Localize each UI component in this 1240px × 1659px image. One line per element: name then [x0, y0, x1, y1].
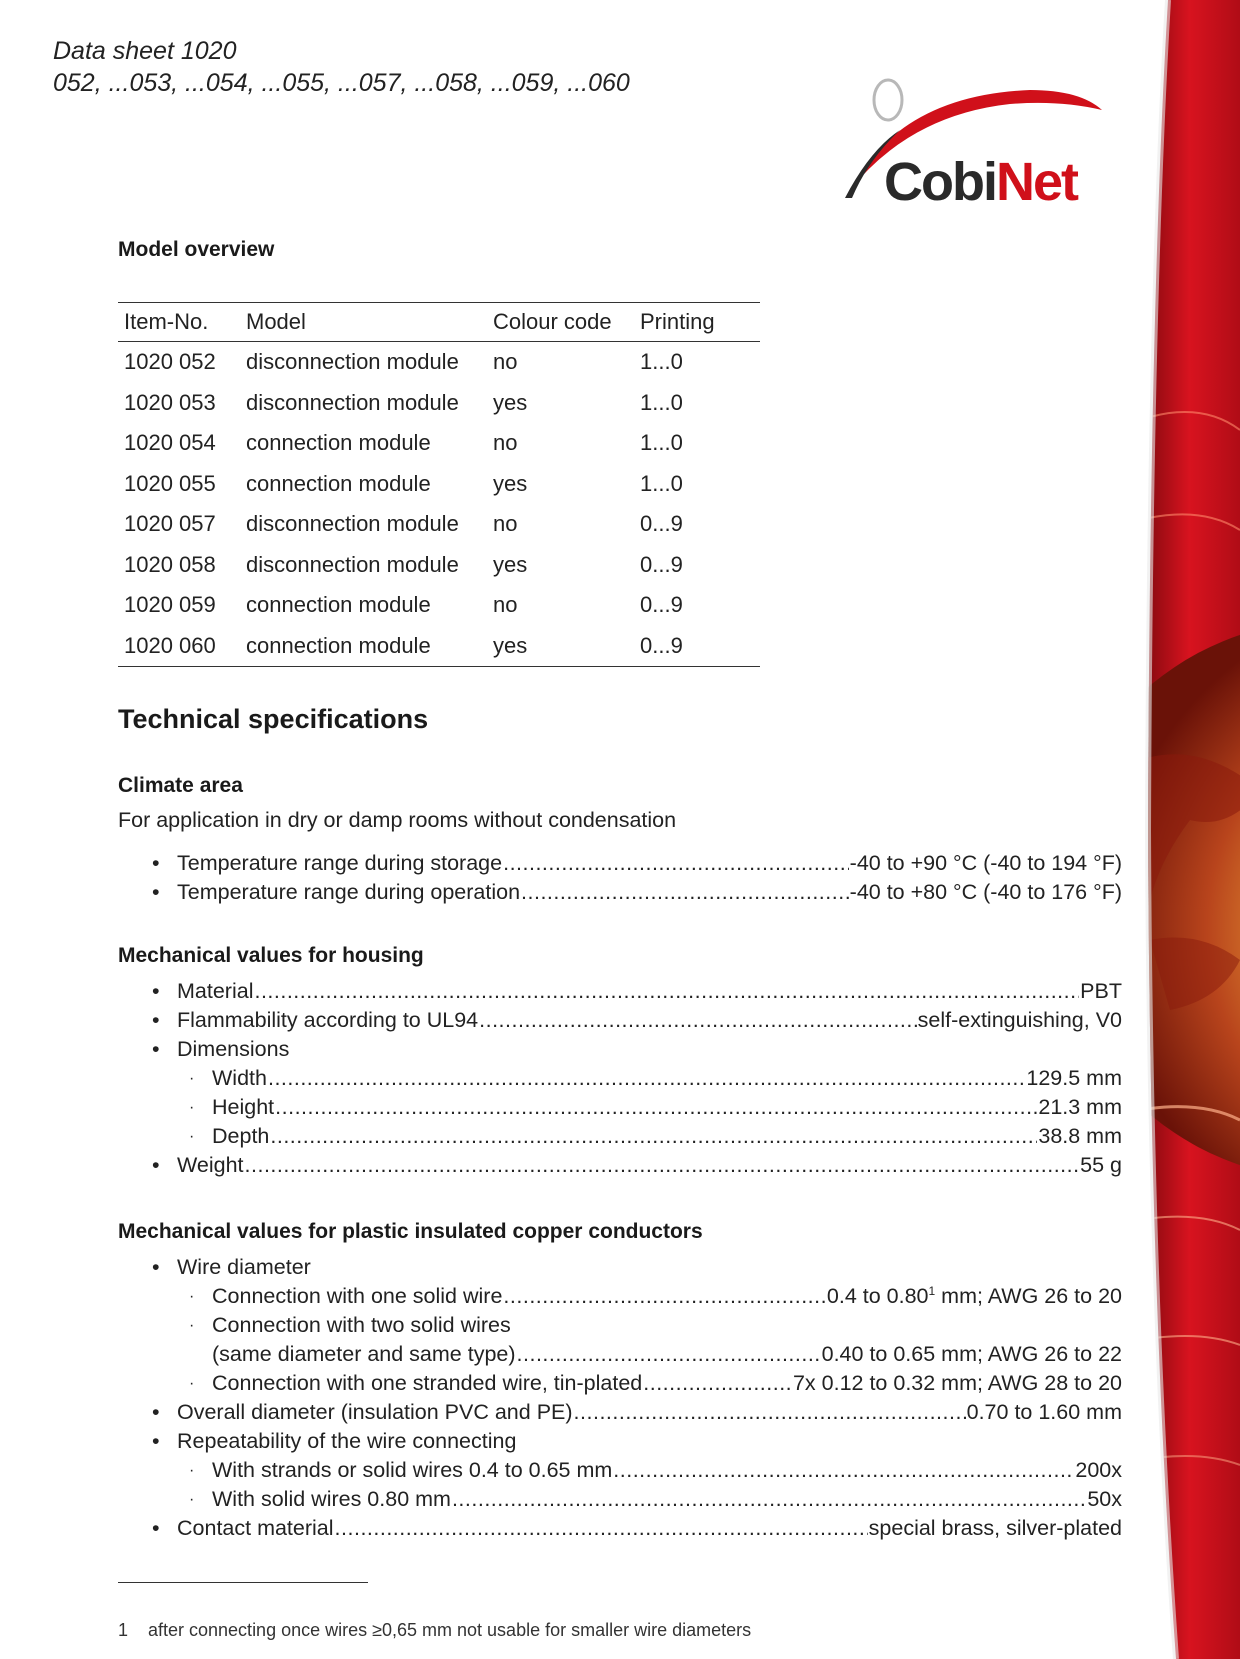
table-cell: disconnection module — [246, 349, 459, 375]
table-cell: connection module — [240, 626, 487, 667]
dot-leader — [245, 1151, 1080, 1180]
dot-leader — [479, 1006, 916, 1035]
table-cell: yes — [493, 551, 528, 577]
table-header-row — [118, 303, 760, 342]
footnote — [118, 1620, 751, 1641]
table-row — [118, 342, 760, 383]
model-overview-table — [118, 302, 760, 667]
spec-row-repeatability — [118, 1427, 1122, 1456]
logo-ring — [874, 80, 902, 120]
dot-leader — [613, 1456, 1074, 1485]
spec-value: -40 to +80 °C (-40 to 176 °F) — [849, 880, 1122, 904]
housing-spec-list — [118, 977, 1122, 1180]
bullet-icon: • — [152, 880, 160, 904]
spec-value: 0.70 to 1.60 mm — [966, 1400, 1122, 1424]
technical-specifications-heading: Technical specifications — [118, 704, 429, 734]
dot-leader — [503, 849, 849, 878]
bullet-icon: • — [152, 1429, 160, 1453]
table-row — [118, 585, 760, 626]
spec-row-contact-material — [118, 1514, 1122, 1543]
dot-leader — [521, 878, 849, 907]
dot-leader — [270, 1122, 1037, 1151]
model-number-list: 052, ...053, ...054, ...055, ...057, ...058, ...059, ...060 — [53, 69, 630, 97]
dot-leader — [503, 1282, 825, 1311]
table-cell: connection module — [246, 430, 431, 456]
table-row — [118, 383, 760, 424]
table-cell: 1...0 — [640, 349, 683, 375]
table-row — [118, 504, 760, 545]
model-overview-heading: Model overview — [118, 238, 275, 261]
spec-row-one-stranded-wire — [118, 1369, 1122, 1398]
table-cell: connection module — [246, 592, 431, 618]
spec-value: 200x — [1075, 1458, 1122, 1482]
cobinet-logo — [840, 70, 1120, 220]
spec-row-material — [118, 977, 1122, 1006]
spec-label: Repeatability of the wire connecting — [177, 1429, 517, 1453]
footnote-ref: 1 — [928, 1283, 936, 1298]
table-cell: 1020 053 — [124, 389, 216, 415]
spec-value: self-extinguishing, V0 — [917, 1008, 1122, 1032]
table-cell: no — [493, 430, 518, 456]
footnote-divider — [118, 1582, 368, 1583]
dot-leader — [335, 1514, 868, 1543]
spec-label: Wire diameter — [177, 1255, 311, 1279]
dot-leader — [254, 977, 1079, 1006]
table-cell: disconnection module — [246, 551, 459, 577]
table-cell: 0...9 — [640, 511, 683, 537]
table-row — [118, 626, 760, 667]
table-cell: 1...0 — [640, 430, 683, 456]
dot-leader — [517, 1340, 821, 1369]
bullet-icon: • — [152, 1400, 160, 1424]
spec-label: Connection with two solid wires — [212, 1313, 511, 1337]
spec-row-two-solid-wires-cont — [118, 1340, 1122, 1369]
spec-label: Connection with one solid wire — [212, 1284, 503, 1308]
sub-bullet-icon: · — [189, 1128, 195, 1145]
spec-label: Height — [212, 1095, 275, 1119]
spec-label: Overall diameter (insulation PVC and PE) — [177, 1400, 573, 1424]
spec-value: 38.8 mm — [1038, 1124, 1122, 1148]
spec-row-depth — [118, 1122, 1122, 1151]
svg-text:CobiNet: CobiNet — [884, 152, 1077, 212]
spec-row-two-solid-wires — [118, 1311, 1122, 1340]
spec-row-height — [118, 1093, 1122, 1122]
spec-label: Depth — [212, 1124, 270, 1148]
bullet-icon: • — [152, 979, 160, 1003]
table-cell: 1020 060 — [118, 626, 240, 667]
table-cell: 1020 058 — [124, 551, 216, 577]
table-cell: 1020 057 — [124, 511, 216, 537]
column-header: Item-No. — [118, 303, 240, 342]
table-cell: yes — [487, 626, 634, 667]
spec-value: PBT — [1080, 979, 1122, 1003]
column-header: Printing — [634, 303, 760, 342]
sub-bullet-icon: · — [189, 1462, 195, 1479]
table-row — [118, 464, 760, 505]
spec-row-storage-temperature — [118, 849, 1122, 878]
spec-label: Contact material — [177, 1516, 334, 1540]
spec-value: 129.5 mm — [1026, 1066, 1122, 1090]
spec-value: 21.3 mm — [1038, 1095, 1122, 1119]
table-cell: disconnection module — [246, 511, 459, 537]
spec-value: -40 to +90 °C (-40 to 194 °F) — [849, 851, 1122, 875]
housing-heading: Mechanical values for housing — [118, 944, 424, 967]
table-cell: disconnection module — [246, 389, 459, 415]
spec-label: With solid wires 0.80 mm — [212, 1487, 451, 1511]
spec-row-wire-diameter — [118, 1253, 1122, 1282]
spec-label: Temperature range during storage — [177, 851, 503, 875]
spec-row-one-solid-wire — [118, 1282, 1122, 1311]
climate-spec-list — [118, 849, 1122, 907]
dot-leader — [275, 1093, 1037, 1122]
spec-row-operation-temperature — [118, 878, 1122, 907]
table-cell: 1020 059 — [124, 592, 216, 618]
bullet-icon: • — [152, 1153, 160, 1177]
column-header: Model — [240, 303, 487, 342]
spec-label: Dimensions — [177, 1037, 290, 1061]
dot-leader — [643, 1369, 792, 1398]
sub-bullet-icon: · — [189, 1070, 195, 1087]
table-cell: yes — [493, 470, 528, 496]
spec-row-strands-solid — [118, 1456, 1122, 1485]
bullet-icon: • — [152, 1008, 160, 1032]
footnote-number: 1 — [118, 1620, 129, 1640]
spec-label: Material — [177, 979, 254, 1003]
spec-value: 55 g — [1080, 1153, 1122, 1177]
spec-value: special brass, silver-plated — [868, 1516, 1122, 1540]
table-cell: 0...9 — [640, 551, 683, 577]
bullet-icon: • — [152, 1516, 160, 1540]
spec-value: 50x — [1087, 1487, 1122, 1511]
bullet-icon: • — [152, 1037, 160, 1061]
spec-label: With strands or solid wires 0.4 to 0.65 mm — [212, 1458, 613, 1482]
sub-bullet-icon: · — [189, 1317, 195, 1334]
spec-value: 0.40 to 0.65 mm; AWG 26 to 22 — [821, 1342, 1122, 1366]
table-cell: yes — [493, 389, 528, 415]
conductors-spec-list — [118, 1253, 1122, 1543]
table-cell: no — [493, 592, 518, 618]
spec-row-flammability — [118, 1006, 1122, 1035]
sub-bullet-icon: · — [189, 1375, 195, 1392]
spec-label: Flammability according to UL94 — [177, 1008, 479, 1032]
column-header: Colour code — [487, 303, 634, 342]
table-cell: 1020 052 — [124, 349, 216, 375]
spec-label: Weight — [177, 1153, 244, 1177]
sub-bullet-icon: · — [189, 1099, 195, 1116]
document-title: Data sheet 1020 — [53, 37, 237, 65]
spec-label: Temperature range during operation — [177, 880, 521, 904]
table-row — [118, 545, 760, 586]
climate-area-heading: Climate area — [118, 774, 243, 797]
spec-row-weight — [118, 1151, 1122, 1180]
spec-row-overall-diameter — [118, 1398, 1122, 1427]
spec-label: Width — [212, 1066, 267, 1090]
spec-row-solid-080 — [118, 1485, 1122, 1514]
sub-bullet-icon: · — [189, 1491, 195, 1508]
dot-leader — [452, 1485, 1086, 1514]
table-cell: 0...9 — [640, 592, 683, 618]
table-cell: 0...9 — [634, 626, 760, 667]
spec-label: (same diameter and same type) — [212, 1342, 516, 1366]
table-cell: connection module — [246, 470, 431, 496]
spec-value: 0.4 to 0.80$^1$ mm; AWG 26 to 20 — [826, 1283, 1122, 1308]
table-cell: no — [493, 349, 518, 375]
table-cell: 1...0 — [640, 389, 683, 415]
dot-leader — [574, 1398, 966, 1427]
spec-value: 7x 0.12 to 0.32 mm; AWG 28 to 20 — [792, 1371, 1122, 1395]
dot-leader — [268, 1064, 1025, 1093]
conductors-heading: Mechanical values for plastic insulated copper conductors — [118, 1220, 703, 1243]
spec-row-width — [118, 1064, 1122, 1093]
climate-area-intro: For application in dry or damp rooms without condensation — [118, 808, 677, 832]
table-cell: 1020 055 — [124, 470, 216, 496]
spec-row-dimensions — [118, 1035, 1122, 1064]
table-row — [118, 423, 760, 464]
bullet-icon: • — [152, 1255, 160, 1279]
table-cell: 1020 054 — [124, 430, 216, 456]
footnote-text: after connecting once wires ≥0,65 mm not usable for smaller wire diameters — [148, 1620, 752, 1640]
bullet-icon: • — [152, 851, 160, 875]
spec-label: Connection with one stranded wire, tin-plated — [212, 1371, 643, 1395]
sub-bullet-icon: · — [189, 1288, 195, 1305]
table-cell: no — [493, 511, 518, 537]
table-cell: 1...0 — [640, 470, 683, 496]
